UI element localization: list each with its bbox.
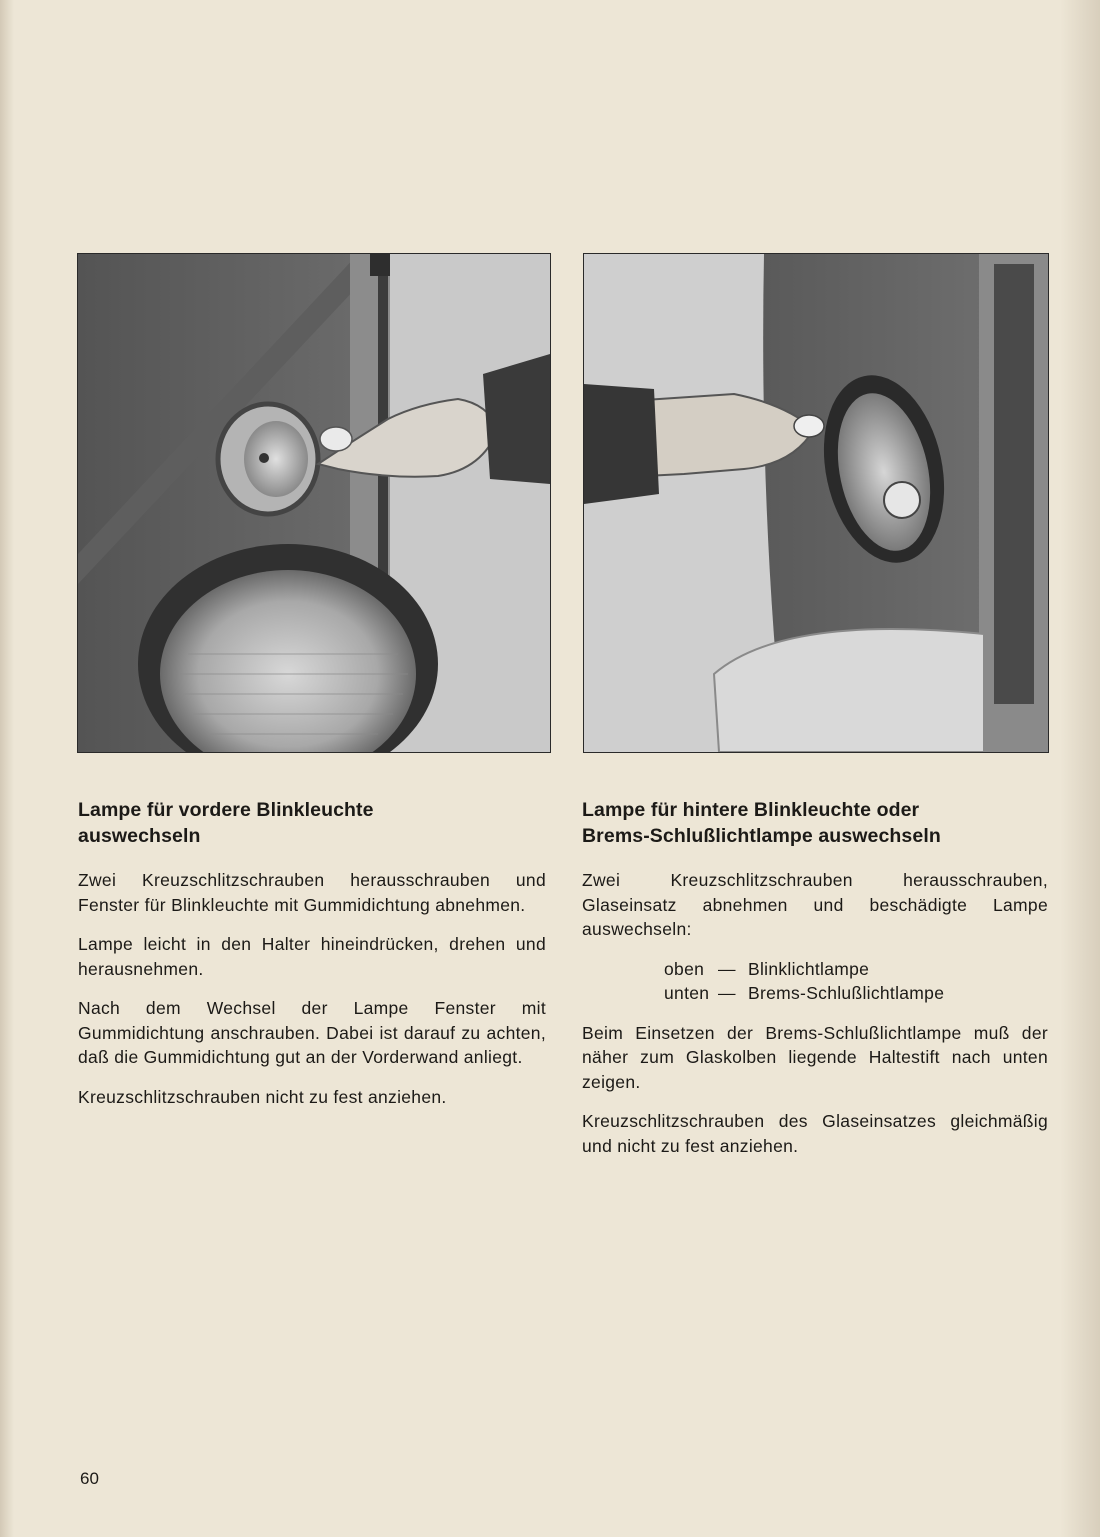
lamp-position-top: oben — [664, 958, 705, 979]
rear-taillight-photo — [584, 254, 1048, 752]
paragraph-reinstall-window: Nach dem Wechsel der Lampe Fenster mit Gummidichtung anschrauben. Dabei ist darauf zu achten, daß die Gummidichtung gut an der Vorderwand anliegt. — [78, 998, 546, 1067]
figure-front-blinker — [77, 253, 551, 753]
heading-front-blinker — [78, 797, 546, 849]
heading-rear-line1: Lampe für hintere Blinkleuchte oder — [582, 799, 920, 821]
paragraph-screw-torque: Kreuzschlitzschrauben des Glaseinsatzes gleichmäßig und nicht zu fest anziehen. — [582, 1111, 1048, 1156]
lamp-name-brake-tail: Brems-Schlußlichtlampe — [748, 983, 945, 1003]
heading-rear-taillight — [582, 797, 1048, 849]
paragraph-remove-glass-insert: Zwei Kreuzschlitzschrauben herausschrauben, Glaseinsatz abnehmen und beschädigte Lampe auswechseln: — [582, 870, 1048, 939]
paragraph-screw-torque: Kreuzschlitzschrauben nicht zu fest anziehen. — [78, 1086, 447, 1107]
lamp-name-blinker: Blinklichtlampe — [748, 958, 870, 979]
dash: — — [718, 958, 736, 979]
list-item — [664, 957, 1048, 982]
paragraph-remove-lamp: Lampe leicht in den Halter hineindrücken, drehen und herausnehmen. — [78, 934, 546, 979]
heading-rear-line2: Brems-Schlußlichtlampe auswechseln — [582, 825, 941, 847]
list-item — [664, 981, 1048, 1006]
figure-rear-taillight — [583, 253, 1049, 753]
paragraph-remove-window: Zwei Kreuzschlitzschrauben herausschrauben und Fenster für Blinkleuchte mit Gummidichtung abnehmen. — [78, 870, 546, 915]
page-edge-shadow — [1060, 0, 1100, 1537]
dash: — — [718, 983, 736, 1003]
section-front-blinker — [78, 797, 546, 1124]
lamp-position-list — [582, 957, 1048, 1006]
paragraph-install-orientation: Beim Einsetzen der Brems-Schlußlichtlampe muß der näher zum Glaskolben liegende Haltestift nach unten zeigen. — [582, 1022, 1048, 1092]
page-binding-shadow — [0, 0, 14, 1537]
section-rear-taillight — [582, 797, 1048, 1173]
lamp-position-bottom: unten — [664, 983, 710, 1003]
front-blinker-photo — [78, 254, 550, 752]
heading-front-line2: auswechseln — [78, 825, 201, 847]
page-number: 60 — [80, 1469, 99, 1488]
heading-front-line1: Lampe für vordere Blinkleuchte — [78, 799, 374, 821]
